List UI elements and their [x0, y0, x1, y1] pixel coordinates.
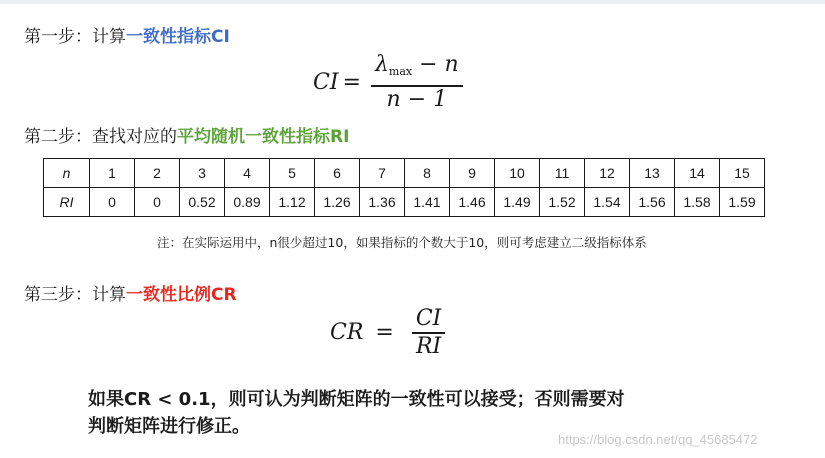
conclusion-line-1: 如果CR < 0.1，则可认为判断矩阵的一致性可以接受；否则需要对: [88, 389, 625, 410]
step2-highlight: 平均随机一致性指标RI: [177, 127, 350, 147]
table-cell: 15: [720, 159, 765, 188]
table-cell: 1.12: [270, 188, 315, 217]
table-cell: 1.46: [450, 188, 495, 217]
table-cell: 13: [630, 159, 675, 188]
ri-table: [43, 158, 765, 217]
ci-formula-equals: =: [342, 69, 361, 95]
table-cell: 2: [135, 159, 180, 188]
cr-formula: [330, 306, 445, 360]
step2-heading: [24, 122, 349, 147]
table-cell: 4: [225, 159, 270, 188]
table-cell: 1.59: [720, 188, 765, 217]
table-cell: 6: [315, 159, 360, 188]
ci-formula-fraction: [371, 52, 463, 113]
cr-formula-denominator: RI: [415, 333, 442, 359]
watermark: https://blog.csdn.net/qq_45685472: [558, 432, 758, 447]
table-cell: 0.89: [225, 188, 270, 217]
conclusion-line-2: 判断矩阵进行修正。: [88, 416, 250, 437]
table-cell: 11: [540, 159, 585, 188]
step1-prefix: 第一步：计算: [24, 27, 126, 47]
table-cell: 1.36: [360, 188, 405, 217]
table-cell: 1.41: [405, 188, 450, 217]
ri-header-cell: RI: [44, 188, 90, 217]
table-cell: 9: [450, 159, 495, 188]
step2-prefix: 第二步：查找对应的: [24, 127, 177, 147]
cr-formula-fraction: [412, 306, 446, 360]
table-cell: 3: [180, 159, 225, 188]
table-cell: 1.58: [675, 188, 720, 217]
table-cell: 8: [405, 159, 450, 188]
top-divider: [0, 0, 825, 4]
table-cell: 1.49: [495, 188, 540, 217]
ci-formula-denominator: n − 1: [386, 86, 448, 112]
table-note: 注：在实际运用中，n很少超过10，如果指标的个数大于10，则可考虑建立二级指标体系: [157, 235, 647, 250]
ci-formula-numerator: $\lambda_{max} - n$: [374, 52, 459, 78]
table-cell: 0: [90, 188, 135, 217]
table-cell: 1.54: [585, 188, 630, 217]
table-row-ri: [44, 188, 765, 217]
step3-heading: [24, 280, 237, 305]
ci-formula: [313, 52, 463, 113]
table-cell: 1.52: [540, 188, 585, 217]
step3-highlight: 一致性比例CR: [126, 285, 237, 305]
table-cell: 12: [585, 159, 630, 188]
cr-formula-equals: =: [375, 320, 394, 346]
table-cell: 5: [270, 159, 315, 188]
cr-formula-numerator: CI: [415, 306, 442, 331]
table-cell: 7: [360, 159, 405, 188]
table-cell: 1.56: [630, 188, 675, 217]
table-cell: 14: [675, 159, 720, 188]
n-header-cell: n: [44, 159, 90, 188]
step1-heading: [24, 22, 230, 47]
cr-formula-lhs: CR: [330, 320, 364, 346]
step1-highlight: 一致性指标CI: [126, 27, 230, 47]
ci-formula-lhs: CI: [313, 69, 339, 95]
table-row-n: [44, 159, 765, 188]
table-cell: 1: [90, 159, 135, 188]
step3-prefix: 第三步：计算: [24, 285, 126, 305]
table-cell: 0.52: [180, 188, 225, 217]
table-cell: 0: [135, 188, 180, 217]
table-cell: 10: [495, 159, 540, 188]
table-cell: 1.26: [315, 188, 360, 217]
